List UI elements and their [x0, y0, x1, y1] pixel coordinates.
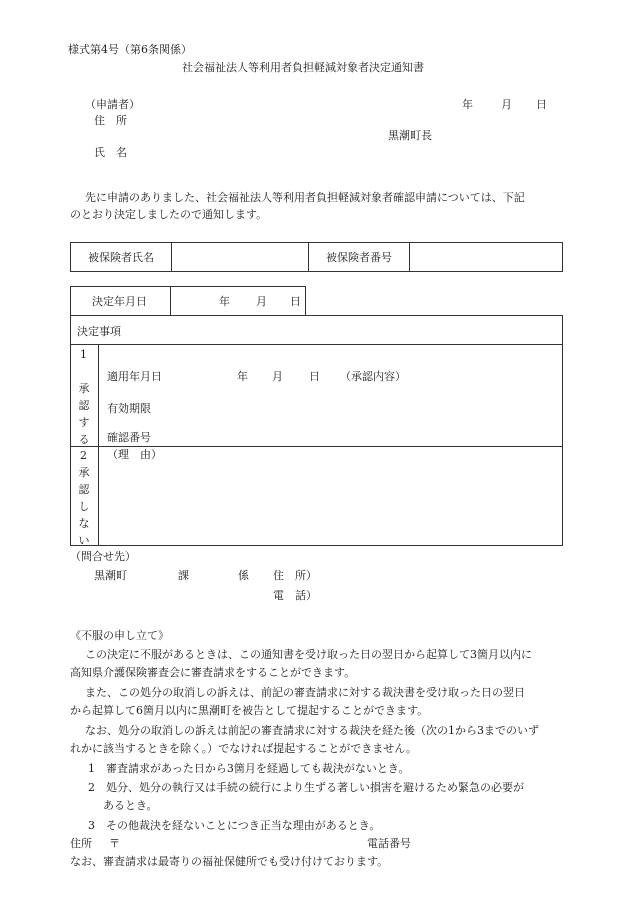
footer-note: なお、審査請求は最寄りの福祉保健所でも受け付けております。	[70, 855, 389, 868]
footer-phone-label: 電話番号	[367, 837, 411, 850]
decision-date-month: 月	[256, 295, 267, 308]
decision-left-column-divider	[98, 344, 99, 546]
applicable-year: 年	[237, 370, 248, 383]
footer-postal-mark: 〒	[109, 837, 120, 850]
appeal-heading: 《不服の申し立て》	[70, 629, 169, 642]
appeal-p3-line1: なお、処分の取消しの訴えは前記の審査請求に対する裁決を経た後（次の1から3までのいず	[85, 724, 539, 737]
contact-label: （問合せ先）	[70, 550, 136, 563]
decision-header: 決定事項	[77, 325, 121, 338]
intro-line-2: のとおり決定しましたので通知します。	[70, 208, 268, 221]
intro-line-1: 先に申請のありました、社会福祉法人等利用者負担軽減対象者確認申請については、下記	[85, 191, 525, 204]
reject-label: 承 認 し な い	[78, 466, 90, 547]
appeal-p1-line2: 高知県介護保険審査会に審査請求をすることができます。	[70, 666, 356, 679]
reason-label: （理 由）	[107, 448, 162, 461]
insured-table	[70, 242, 563, 272]
decision-row-divider	[70, 446, 563, 447]
appeal-item-1: 1 審査請求があった日から3箇月を経過しても裁決がないとき。	[88, 762, 410, 775]
applicable-month: 月	[272, 370, 283, 383]
decision-date-label: 決定年月日	[92, 295, 147, 308]
contact-phone: 電 話）	[273, 589, 317, 602]
insured-name-field[interactable]	[172, 243, 309, 272]
appeal-p2-line2: から起算して6箇月以内に黒潮町を被告として提起することができます。	[70, 704, 429, 717]
applicable-day: 日	[309, 370, 320, 383]
date-day: 日	[536, 98, 547, 111]
contact-section: 課	[178, 569, 189, 582]
decision-date-year: 年	[219, 295, 230, 308]
appeal-item-3: 3 その他裁決を経ないことにつき正当な理由があるとき。	[88, 819, 381, 832]
appeal-item-2-line1: 2 処分、処分の執行又は手続の続行により生ずる著しい損害を避けるため緊急の必要が	[88, 781, 524, 794]
insured-name-label: 被保険者氏名	[71, 243, 172, 272]
decision-header-divider	[70, 344, 563, 345]
applicant-label: （申請者）	[85, 98, 140, 111]
contact-town: 黒潮町	[94, 569, 127, 582]
footer-address-label: 住所	[70, 837, 92, 850]
issuer: 黒潮町長	[388, 129, 432, 142]
page-title: 社会福祉法人等利用者負担軽減対象者決定通知書	[182, 61, 424, 74]
contact-address: 住 所）	[273, 569, 317, 582]
appeal-p3-line2: れかに該当するときを除く。）でなければ提起することができません。	[70, 742, 417, 755]
confirmation-number-label: 確認番号	[107, 431, 151, 444]
applicant-address-label: 住 所	[94, 114, 127, 127]
decision-date-day: 日	[290, 295, 301, 308]
form-number: 様式第4号（第6条関係）	[68, 43, 192, 56]
appeal-p1-line1: この決定に不服があるときは、この通知書を受け取った日の翌日から起算して3箇月以内に	[85, 648, 532, 661]
appeal-p2-line1: また、この処分の取消しの訴えは、前記の審査請求に対する裁決書を受け取った日の翌日	[85, 686, 525, 699]
reject-number: 2	[80, 449, 87, 462]
date-year: 年	[462, 98, 473, 111]
appeal-item-2-line2: あるとき。	[103, 799, 158, 812]
approve-label: 承 認 す る	[78, 382, 90, 446]
approval-content-label: （承認内容）	[340, 370, 406, 383]
approve-number: 1	[80, 348, 87, 361]
insured-number-field[interactable]	[410, 243, 563, 272]
contact-staff: 係	[238, 569, 249, 582]
date-month: 月	[501, 98, 512, 111]
insured-number-label: 被保険者番号	[309, 243, 410, 272]
decision-date-divider	[170, 286, 171, 315]
applicable-date-label: 適用年月日	[107, 370, 162, 383]
valid-period-label: 有効期限	[107, 402, 151, 415]
applicant-name-label: 氏 名	[94, 146, 127, 159]
